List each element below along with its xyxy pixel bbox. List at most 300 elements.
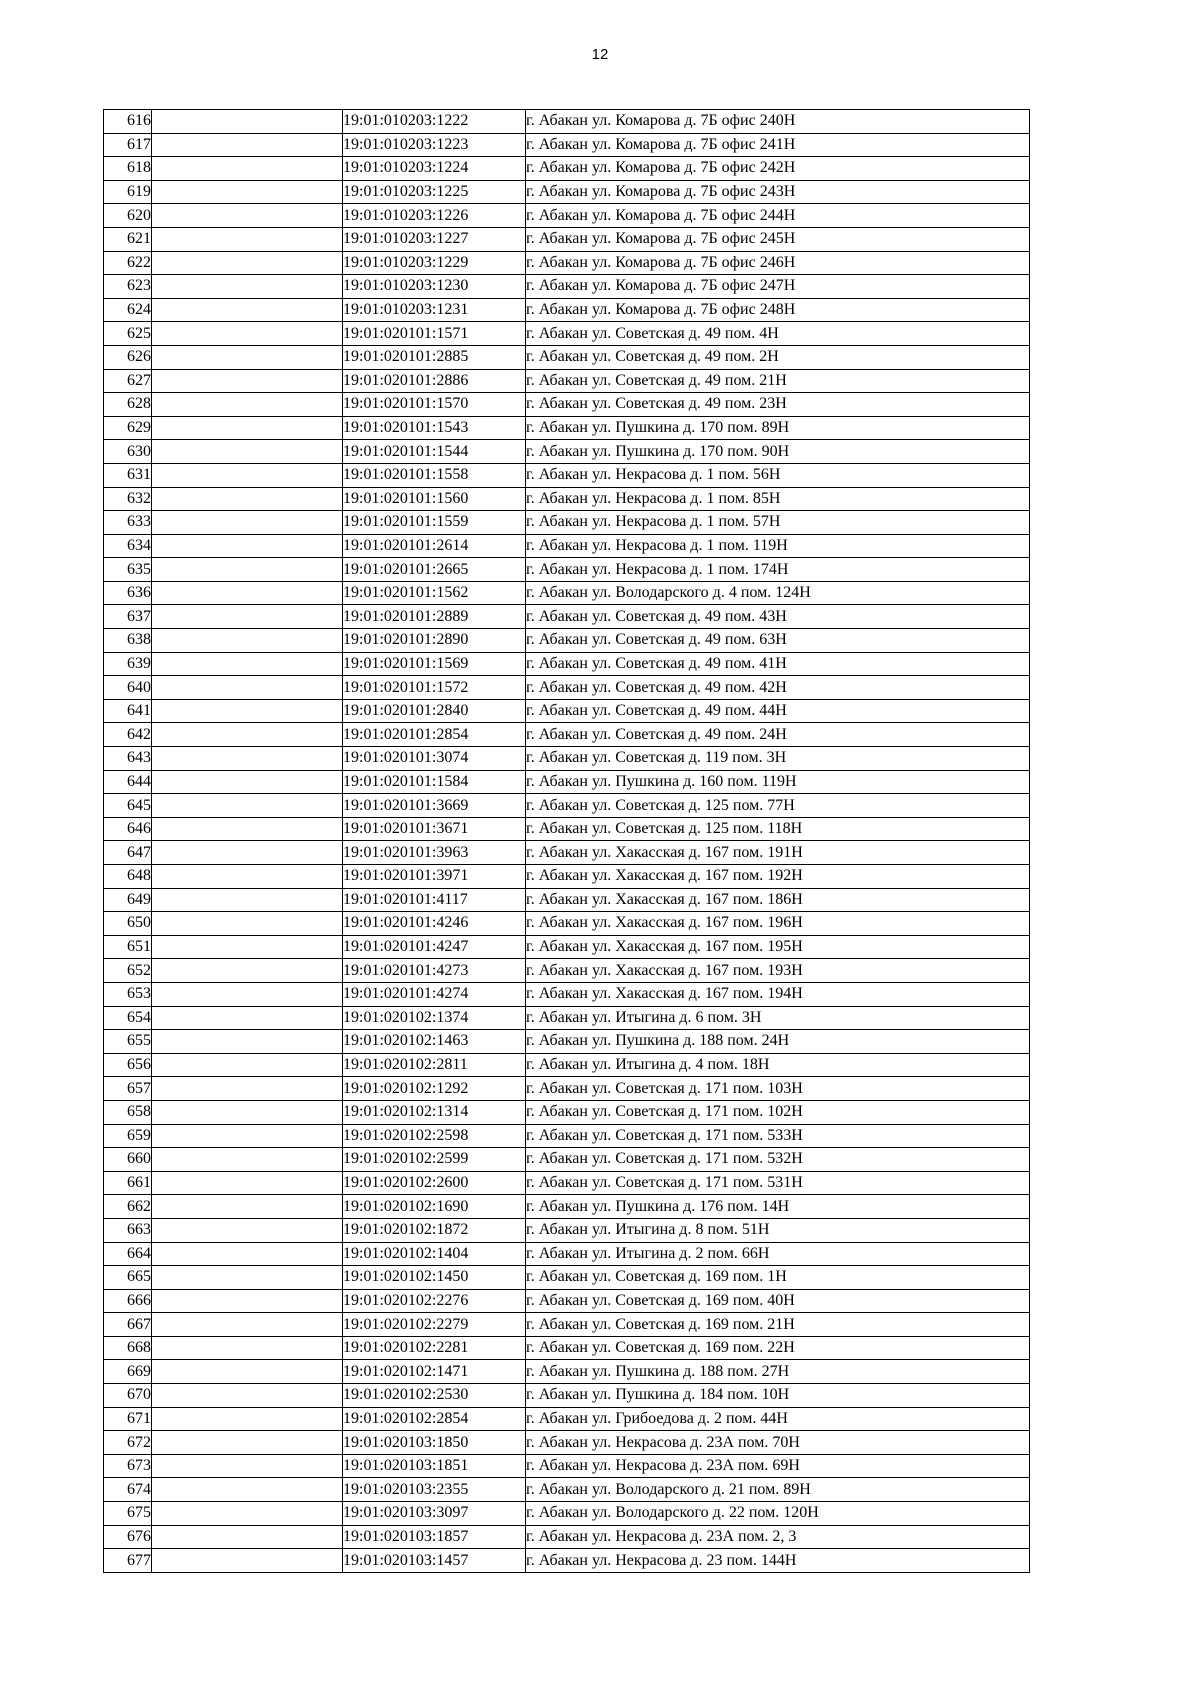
address-cell: г. Абакан ул. Советская д. 171 пом. 102Н [526, 1100, 1030, 1124]
empty-cell [152, 581, 343, 605]
empty-cell [152, 1030, 343, 1054]
address-cell: г. Абакан ул. Советская д. 125 пом. 118Н [526, 817, 1030, 841]
row-number-cell: 654 [104, 1006, 152, 1030]
address-cell: г. Абакан ул. Хакасская д. 167 пом. 195Н [526, 935, 1030, 959]
cadastral-number-cell: 19:01:010203:1222 [343, 110, 526, 134]
row-number-cell: 626 [104, 345, 152, 369]
row-number-cell: 652 [104, 959, 152, 983]
empty-cell [152, 723, 343, 747]
row-number-cell: 673 [104, 1454, 152, 1478]
table-row [104, 1478, 1030, 1502]
property-registry-table [103, 109, 1030, 1573]
address-cell: г. Абакан ул. Хакасская д. 167 пом. 193Н [526, 959, 1030, 983]
address-cell: г. Абакан ул. Комарова д. 7Б офис 248Н [526, 298, 1030, 322]
cadastral-number-cell: 19:01:010203:1227 [343, 227, 526, 251]
cadastral-number-cell: 19:01:020102:2530 [343, 1384, 526, 1408]
cadastral-number-cell: 19:01:020101:1569 [343, 652, 526, 676]
address-cell: г. Абакан ул. Пушкина д. 176 пом. 14Н [526, 1195, 1030, 1219]
address-cell: г. Абакан ул. Комарова д. 7Б офис 241Н [526, 133, 1030, 157]
address-cell: г. Абакан ул. Некрасова д. 1 пом. 119Н [526, 534, 1030, 558]
empty-cell [152, 770, 343, 794]
table-row [104, 1171, 1030, 1195]
cadastral-number-cell: 19:01:020102:1463 [343, 1030, 526, 1054]
empty-cell [152, 1242, 343, 1266]
row-number-cell: 634 [104, 534, 152, 558]
row-number-cell: 640 [104, 676, 152, 700]
table-row [104, 133, 1030, 157]
cadastral-number-cell: 19:01:020101:4246 [343, 912, 526, 936]
table-row [104, 1454, 1030, 1478]
empty-cell [152, 1454, 343, 1478]
empty-cell [152, 817, 343, 841]
empty-cell [152, 1431, 343, 1455]
address-cell: г. Абакан ул. Итыгина д. 6 пом. 3Н [526, 1006, 1030, 1030]
row-number-cell: 638 [104, 629, 152, 653]
cadastral-number-cell: 19:01:020102:2600 [343, 1171, 526, 1195]
row-number-cell: 625 [104, 322, 152, 346]
row-number-cell: 653 [104, 982, 152, 1006]
empty-cell [152, 369, 343, 393]
cadastral-number-cell: 19:01:020101:3669 [343, 794, 526, 818]
page-number: 12 [591, 46, 609, 63]
empty-cell [152, 1124, 343, 1148]
table-row [104, 463, 1030, 487]
address-cell: г. Абакан ул. Хакасская д. 167 пом. 194Н [526, 982, 1030, 1006]
cadastral-number-cell: 19:01:010203:1226 [343, 204, 526, 228]
row-number-cell: 659 [104, 1124, 152, 1148]
empty-cell [152, 1549, 343, 1573]
empty-cell [152, 652, 343, 676]
cadastral-number-cell: 19:01:020101:1558 [343, 463, 526, 487]
table-row [104, 1053, 1030, 1077]
cadastral-number-cell: 19:01:010203:1231 [343, 298, 526, 322]
empty-cell [152, 959, 343, 983]
row-number-cell: 663 [104, 1218, 152, 1242]
table-row [104, 888, 1030, 912]
empty-cell [152, 629, 343, 653]
row-number-cell: 645 [104, 794, 152, 818]
row-number-cell: 658 [104, 1100, 152, 1124]
empty-cell [152, 1218, 343, 1242]
table-row [104, 275, 1030, 299]
row-number-cell: 633 [104, 511, 152, 535]
empty-cell [152, 1171, 343, 1195]
row-number-cell: 666 [104, 1289, 152, 1313]
row-number-cell: 651 [104, 935, 152, 959]
table-row [104, 369, 1030, 393]
table-row [104, 1407, 1030, 1431]
cadastral-number-cell: 19:01:020101:4247 [343, 935, 526, 959]
row-number-cell: 675 [104, 1502, 152, 1526]
empty-cell [152, 1053, 343, 1077]
row-number-cell: 631 [104, 463, 152, 487]
cadastral-number-cell: 19:01:020101:3971 [343, 865, 526, 889]
address-cell: г. Абакан ул. Хакасская д. 167 пом. 186Н [526, 888, 1030, 912]
address-cell: г. Абакан ул. Советская д. 49 пом. 24Н [526, 723, 1030, 747]
row-number-cell: 618 [104, 157, 152, 181]
address-cell: г. Абакан ул. Хакасская д. 167 пом. 196Н [526, 912, 1030, 936]
table-row [104, 1218, 1030, 1242]
row-number-cell: 662 [104, 1195, 152, 1219]
address-cell: г. Абакан ул. Советская д. 169 пом. 40Н [526, 1289, 1030, 1313]
empty-cell [152, 982, 343, 1006]
cadastral-number-cell: 19:01:020101:1559 [343, 511, 526, 535]
table-row [104, 629, 1030, 653]
address-cell: г. Абакан ул. Некрасова д. 1 пом. 85Н [526, 487, 1030, 511]
empty-cell [152, 794, 343, 818]
cadastral-number-cell: 19:01:020101:1570 [343, 393, 526, 417]
empty-cell [152, 888, 343, 912]
empty-cell [152, 699, 343, 723]
table-row [104, 157, 1030, 181]
cadastral-number-cell: 19:01:020101:2889 [343, 605, 526, 629]
empty-cell [152, 865, 343, 889]
cadastral-number-cell: 19:01:020101:4117 [343, 888, 526, 912]
table-row [104, 935, 1030, 959]
address-cell: г. Абакан ул. Володарского д. 21 пом. 89Н [526, 1478, 1030, 1502]
table-row [104, 1525, 1030, 1549]
table-row [104, 204, 1030, 228]
table-row [104, 298, 1030, 322]
cadastral-number-cell: 19:01:020102:1471 [343, 1360, 526, 1384]
row-number-cell: 622 [104, 251, 152, 275]
table-row [104, 1148, 1030, 1172]
row-number-cell: 629 [104, 416, 152, 440]
address-cell: г. Абакан ул. Советская д. 49 пом. 41Н [526, 652, 1030, 676]
address-cell: г. Абакан ул. Некрасова д. 23А пом. 69Н [526, 1454, 1030, 1478]
row-number-cell: 616 [104, 110, 152, 134]
cadastral-number-cell: 19:01:020101:4273 [343, 959, 526, 983]
address-cell: г. Абакан ул. Комарова д. 7Б офис 247Н [526, 275, 1030, 299]
address-cell: г. Абакан ул. Советская д. 171 пом. 531Н [526, 1171, 1030, 1195]
cadastral-number-cell: 19:01:020102:1314 [343, 1100, 526, 1124]
table-row [104, 393, 1030, 417]
row-number-cell: 669 [104, 1360, 152, 1384]
row-number-cell: 635 [104, 558, 152, 582]
cadastral-number-cell: 19:01:010203:1224 [343, 157, 526, 181]
table-row [104, 581, 1030, 605]
row-number-cell: 661 [104, 1171, 152, 1195]
cadastral-number-cell: 19:01:020103:1851 [343, 1454, 526, 1478]
address-cell: г. Абакан ул. Хакасская д. 167 пом. 192Н [526, 865, 1030, 889]
table-row [104, 770, 1030, 794]
row-number-cell: 627 [104, 369, 152, 393]
cadastral-number-cell: 19:01:020102:2281 [343, 1336, 526, 1360]
table-row [104, 1124, 1030, 1148]
address-cell: г. Абакан ул. Комарова д. 7Б офис 243Н [526, 180, 1030, 204]
empty-cell [152, 133, 343, 157]
empty-cell [152, 912, 343, 936]
row-number-cell: 639 [104, 652, 152, 676]
address-cell: г. Абакан ул. Комарова д. 7Б офис 245Н [526, 227, 1030, 251]
table-row [104, 1384, 1030, 1408]
address-cell: г. Абакан ул. Советская д. 169 пом. 21Н [526, 1313, 1030, 1337]
address-cell: г. Абакан ул. Володарского д. 4 пом. 124Н [526, 581, 1030, 605]
table-row [104, 251, 1030, 275]
row-number-cell: 646 [104, 817, 152, 841]
cadastral-number-cell: 19:01:020101:1562 [343, 581, 526, 605]
row-number-cell: 668 [104, 1336, 152, 1360]
table-row [104, 982, 1030, 1006]
row-number-cell: 643 [104, 747, 152, 771]
empty-cell [152, 676, 343, 700]
cadastral-number-cell: 19:01:020101:2840 [343, 699, 526, 723]
table-row [104, 1431, 1030, 1455]
table-row [104, 511, 1030, 535]
address-cell: г. Абакан ул. Пушкина д. 160 пом. 119Н [526, 770, 1030, 794]
empty-cell [152, 180, 343, 204]
empty-cell [152, 1266, 343, 1290]
row-number-cell: 620 [104, 204, 152, 228]
empty-cell [152, 463, 343, 487]
empty-cell [152, 558, 343, 582]
cadastral-number-cell: 19:01:020102:1450 [343, 1266, 526, 1290]
address-cell: г. Абакан ул. Комарова д. 7Б офис 244Н [526, 204, 1030, 228]
cadastral-number-cell: 19:01:020101:1572 [343, 676, 526, 700]
row-number-cell: 674 [104, 1478, 152, 1502]
cadastral-number-cell: 19:01:020102:2599 [343, 1148, 526, 1172]
registry-table-body [104, 110, 1030, 1573]
address-cell: г. Абакан ул. Пушкина д. 188 пом. 27Н [526, 1360, 1030, 1384]
empty-cell [152, 1384, 343, 1408]
cadastral-number-cell: 19:01:020103:2355 [343, 1478, 526, 1502]
empty-cell [152, 1525, 343, 1549]
address-cell: г. Абакан ул. Советская д. 171 пом. 103Н [526, 1077, 1030, 1101]
cadastral-number-cell: 19:01:010203:1225 [343, 180, 526, 204]
cadastral-number-cell: 19:01:020102:2854 [343, 1407, 526, 1431]
row-number-cell: 664 [104, 1242, 152, 1266]
empty-cell [152, 157, 343, 181]
table-row [104, 1336, 1030, 1360]
table-row [104, 676, 1030, 700]
table-row [104, 865, 1030, 889]
empty-cell [152, 1407, 343, 1431]
row-number-cell: 637 [104, 605, 152, 629]
address-cell: г. Абакан ул. Комарова д. 7Б офис 240Н [526, 110, 1030, 134]
cadastral-number-cell: 19:01:010203:1229 [343, 251, 526, 275]
table-row [104, 180, 1030, 204]
address-cell: г. Абакан ул. Советская д. 49 пом. 42Н [526, 676, 1030, 700]
cadastral-number-cell: 19:01:020101:2886 [343, 369, 526, 393]
cadastral-number-cell: 19:01:020102:1292 [343, 1077, 526, 1101]
address-cell: г. Абакан ул. Пушкина д. 170 пом. 90Н [526, 440, 1030, 464]
cadastral-number-cell: 19:01:020103:1857 [343, 1525, 526, 1549]
table-row [104, 322, 1030, 346]
row-number-cell: 619 [104, 180, 152, 204]
row-number-cell: 655 [104, 1030, 152, 1054]
cadastral-number-cell: 19:01:020103:1850 [343, 1431, 526, 1455]
address-cell: г. Абакан ул. Советская д. 49 пом. 43Н [526, 605, 1030, 629]
cadastral-number-cell: 19:01:020102:1690 [343, 1195, 526, 1219]
row-number-cell: 660 [104, 1148, 152, 1172]
empty-cell [152, 511, 343, 535]
cadastral-number-cell: 19:01:010203:1223 [343, 133, 526, 157]
table-row [104, 1289, 1030, 1313]
row-number-cell: 621 [104, 227, 152, 251]
empty-cell [152, 1100, 343, 1124]
cadastral-number-cell: 19:01:020101:4274 [343, 982, 526, 1006]
table-row [104, 699, 1030, 723]
address-cell: г. Абакан ул. Итыгина д. 8 пом. 51Н [526, 1218, 1030, 1242]
row-number-cell: 676 [104, 1525, 152, 1549]
row-number-cell: 665 [104, 1266, 152, 1290]
cadastral-number-cell: 19:01:010203:1230 [343, 275, 526, 299]
address-cell: г. Абакан ул. Пушкина д. 184 пом. 10Н [526, 1384, 1030, 1408]
address-cell: г. Абакан ул. Советская д. 49 пом. 2Н [526, 345, 1030, 369]
address-cell: г. Абакан ул. Пушкина д. 170 пом. 89Н [526, 416, 1030, 440]
cadastral-number-cell: 19:01:020101:1544 [343, 440, 526, 464]
empty-cell [152, 298, 343, 322]
address-cell: г. Абакан ул. Комарова д. 7Б офис 246Н [526, 251, 1030, 275]
table-row [104, 817, 1030, 841]
table-row [104, 345, 1030, 369]
cadastral-number-cell: 19:01:020101:2890 [343, 629, 526, 653]
row-number-cell: 657 [104, 1077, 152, 1101]
table-row [104, 723, 1030, 747]
address-cell: г. Абакан ул. Советская д. 49 пом. 23Н [526, 393, 1030, 417]
empty-cell [152, 605, 343, 629]
address-cell: г. Абакан ул. Некрасова д. 1 пом. 57Н [526, 511, 1030, 535]
empty-cell [152, 1313, 343, 1337]
cadastral-number-cell: 19:01:020102:2279 [343, 1313, 526, 1337]
address-cell: г. Абакан ул. Комарова д. 7Б офис 242Н [526, 157, 1030, 181]
row-number-cell: 630 [104, 440, 152, 464]
row-number-cell: 650 [104, 912, 152, 936]
empty-cell [152, 1148, 343, 1172]
address-cell: г. Абакан ул. Советская д. 119 пом. 3Н [526, 747, 1030, 771]
empty-cell [152, 440, 343, 464]
empty-cell [152, 841, 343, 865]
empty-cell [152, 416, 343, 440]
empty-cell [152, 275, 343, 299]
cadastral-number-cell: 19:01:020101:3671 [343, 817, 526, 841]
empty-cell [152, 345, 343, 369]
table-row [104, 1360, 1030, 1384]
table-row [104, 1242, 1030, 1266]
table-row [104, 534, 1030, 558]
empty-cell [152, 534, 343, 558]
table-row [104, 1502, 1030, 1526]
row-number-cell: 672 [104, 1431, 152, 1455]
table-row [104, 959, 1030, 983]
address-cell: г. Абакан ул. Советская д. 49 пом. 44Н [526, 699, 1030, 723]
address-cell: г. Абакан ул. Советская д. 125 пом. 77Н [526, 794, 1030, 818]
empty-cell [152, 747, 343, 771]
row-number-cell: 667 [104, 1313, 152, 1337]
empty-cell [152, 204, 343, 228]
row-number-cell: 641 [104, 699, 152, 723]
empty-cell [152, 1006, 343, 1030]
empty-cell [152, 227, 343, 251]
table-row [104, 1195, 1030, 1219]
cadastral-number-cell: 19:01:020101:2665 [343, 558, 526, 582]
cadastral-number-cell: 19:01:020102:2276 [343, 1289, 526, 1313]
cadastral-number-cell: 19:01:020101:3074 [343, 747, 526, 771]
table-row [104, 841, 1030, 865]
table-row [104, 487, 1030, 511]
cadastral-number-cell: 19:01:020101:1543 [343, 416, 526, 440]
row-number-cell: 677 [104, 1549, 152, 1573]
cadastral-number-cell: 19:01:020101:1571 [343, 322, 526, 346]
cadastral-number-cell: 19:01:020102:2811 [343, 1053, 526, 1077]
address-cell: г. Абакан ул. Грибоедова д. 2 пом. 44Н [526, 1407, 1030, 1431]
empty-cell [152, 110, 343, 134]
table-row [104, 1077, 1030, 1101]
cadastral-number-cell: 19:01:020103:1457 [343, 1549, 526, 1573]
table-row [104, 912, 1030, 936]
row-number-cell: 623 [104, 275, 152, 299]
empty-cell [152, 251, 343, 275]
table-row [104, 1549, 1030, 1573]
empty-cell [152, 1360, 343, 1384]
address-cell: г. Абакан ул. Советская д. 169 пом. 22Н [526, 1336, 1030, 1360]
table-row [104, 110, 1030, 134]
table-row [104, 652, 1030, 676]
address-cell: г. Абакан ул. Советская д. 171 пом. 532Н [526, 1148, 1030, 1172]
address-cell: г. Абакан ул. Итыгина д. 2 пом. 66Н [526, 1242, 1030, 1266]
cadastral-number-cell: 19:01:020102:2598 [343, 1124, 526, 1148]
table-row [104, 1266, 1030, 1290]
address-cell: г. Абакан ул. Некрасова д. 23А пом. 2, 3 [526, 1525, 1030, 1549]
address-cell: г. Абакан ул. Советская д. 169 пом. 1Н [526, 1266, 1030, 1290]
cadastral-number-cell: 19:01:020103:3097 [343, 1502, 526, 1526]
address-cell: г. Абакан ул. Советская д. 171 пом. 533Н [526, 1124, 1030, 1148]
empty-cell [152, 1289, 343, 1313]
row-number-cell: 648 [104, 865, 152, 889]
cadastral-number-cell: 19:01:020101:1560 [343, 487, 526, 511]
table-row [104, 605, 1030, 629]
address-cell: г. Абакан ул. Пушкина д. 188 пом. 24Н [526, 1030, 1030, 1054]
cadastral-number-cell: 19:01:020102:1404 [343, 1242, 526, 1266]
table-row [104, 1006, 1030, 1030]
empty-cell [152, 1077, 343, 1101]
table-row [104, 747, 1030, 771]
table-row [104, 1313, 1030, 1337]
table-row [104, 558, 1030, 582]
empty-cell [152, 393, 343, 417]
empty-cell [152, 935, 343, 959]
row-number-cell: 656 [104, 1053, 152, 1077]
address-cell: г. Абакан ул. Некрасова д. 1 пом. 174Н [526, 558, 1030, 582]
row-number-cell: 647 [104, 841, 152, 865]
address-cell: г. Абакан ул. Некрасова д. 1 пом. 56Н [526, 463, 1030, 487]
address-cell: г. Абакан ул. Хакасская д. 167 пом. 191Н [526, 841, 1030, 865]
address-cell: г. Абакан ул. Володарского д. 22 пом. 120Н [526, 1502, 1030, 1526]
cadastral-number-cell: 19:01:020101:1584 [343, 770, 526, 794]
row-number-cell: 624 [104, 298, 152, 322]
row-number-cell: 671 [104, 1407, 152, 1431]
table-row [104, 416, 1030, 440]
address-cell: г. Абакан ул. Советская д. 49 пом. 63Н [526, 629, 1030, 653]
row-number-cell: 636 [104, 581, 152, 605]
row-number-cell: 642 [104, 723, 152, 747]
table-row [104, 227, 1030, 251]
empty-cell [152, 322, 343, 346]
empty-cell [152, 1478, 343, 1502]
empty-cell [152, 1502, 343, 1526]
table-row [104, 440, 1030, 464]
row-number-cell: 628 [104, 393, 152, 417]
cadastral-number-cell: 19:01:020101:2885 [343, 345, 526, 369]
row-number-cell: 649 [104, 888, 152, 912]
address-cell: г. Абакан ул. Некрасова д. 23А пом. 70Н [526, 1431, 1030, 1455]
row-number-cell: 644 [104, 770, 152, 794]
address-cell: г. Абакан ул. Итыгина д. 4 пом. 18Н [526, 1053, 1030, 1077]
row-number-cell: 617 [104, 133, 152, 157]
cadastral-number-cell: 19:01:020102:1872 [343, 1218, 526, 1242]
cadastral-number-cell: 19:01:020101:2854 [343, 723, 526, 747]
row-number-cell: 670 [104, 1384, 152, 1408]
